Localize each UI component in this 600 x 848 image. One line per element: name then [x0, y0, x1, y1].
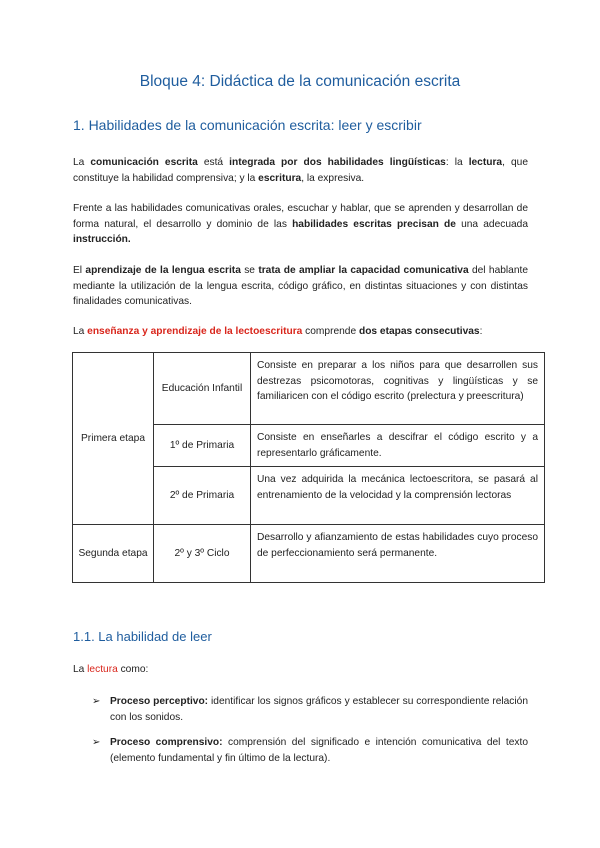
level-cell: Educación Infantil: [154, 353, 251, 425]
document-title: Bloque 4: Didáctica de la comunicación escrita: [139, 73, 461, 90]
section-heading-1-1: 1.1. La habilidad de leer: [73, 629, 212, 644]
stages-table: [72, 352, 545, 583]
paragraph-2: Frente a las habilidades comunicativas orales, escuchar y hablar, que se aprenden y desarrollan de forma natural, el desarrollo y dominio de las habilidades escritas precisan de una adecuada instrucción.: [73, 203, 528, 246]
arrow-bullet-icon: ➢: [92, 696, 101, 707]
level-cell: 2º y 3º Ciclo: [154, 525, 251, 583]
table-row: [73, 525, 545, 583]
stage-cell-primera: Primera etapa: [73, 353, 154, 525]
stage-cell-segunda: Segunda etapa: [73, 525, 154, 583]
paragraph-3: El aprendizaje de la lengua escrita se trata de ampliar la capacidad comunicativa del hablante mediante la utilización de la lengua escrita, código gráfico, en distintas situaciones y con distintas finalidades comunicativas.: [73, 265, 528, 308]
list-item: ➢ Proceso comprensivo: comprensión del significado e intención comunicativa del texto (elemento fundamental y fin último de la lectura).: [92, 737, 529, 764]
level-cell: 1º de Primaria: [154, 425, 251, 467]
paragraph-1: La comunicación escrita está integrada por dos habilidades lingüísticas: la lectura, que constituye la habilidad comprensiva; y la escritura, la expresiva.: [73, 157, 528, 184]
description-cell: Desarrollo y afianzamiento de estas habilidades cuyo proceso de perfeccionamiento será permanente.: [251, 525, 545, 583]
paragraph-5: La lectura como:: [73, 664, 149, 675]
arrow-bullet-icon: ➢: [92, 737, 101, 748]
level-cell: 2º de Primaria: [154, 467, 251, 525]
description-cell: Consiste en preparar a los niños para que desarrollen sus destrezas psicomotoras, cognitivas y lingüísticas y se familiaricen con el código escrito (prelectura y preescritura): [251, 353, 545, 425]
description-cell: Consiste en enseñarles a descifrar el código escrito y a representarlo gráficamente.: [251, 425, 545, 467]
description-cell: Una vez adquirida la mecánica lectoescritora, se pasará al entrenamiento de la velocidad y la comprensión lectoras: [251, 467, 545, 525]
paragraph-4: La enseñanza y aprendizaje de la lectoescritura comprende dos etapas consecutivas:: [73, 326, 483, 337]
table-row: [73, 353, 545, 425]
list-item: ➢ Proceso perceptivo: identificar los signos gráficos y establecer su correspondiente relación con los sonidos.: [92, 696, 528, 723]
section-heading-1: 1. Habilidades de la comunicación escrita: leer y escribir: [73, 117, 422, 133]
